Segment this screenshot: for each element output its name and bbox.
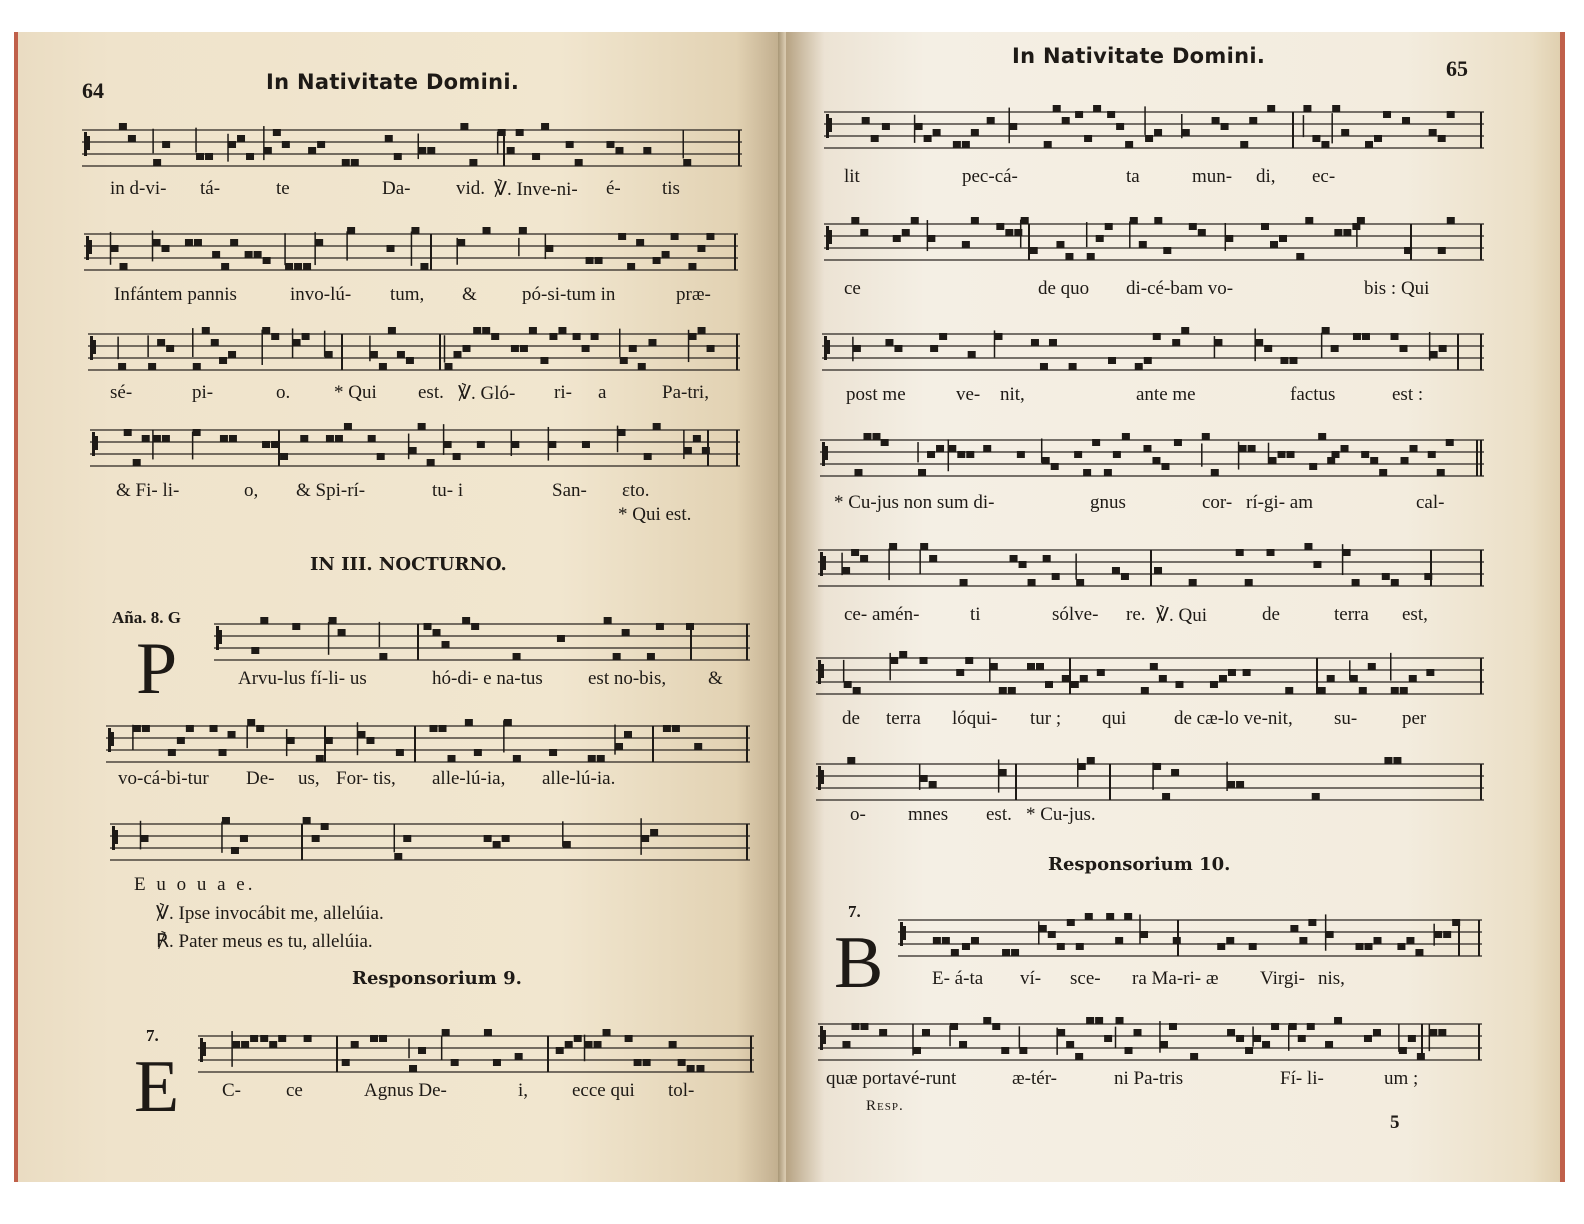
- lyric-syllable: cal-: [1416, 492, 1445, 513]
- lyric-syllable: de quo: [1038, 278, 1090, 299]
- lyric-syllable: sé-: [110, 382, 133, 403]
- lyric-syllable: ra Ma-ri- æ: [1132, 968, 1219, 989]
- lyric-syllable: pec-cá-: [962, 166, 1018, 187]
- lyric-syllable: ante me: [1136, 384, 1196, 405]
- lyric-syllable: ce: [844, 278, 861, 299]
- lyric-syllable: San-: [552, 480, 587, 501]
- lyric-syllable: est,: [1402, 604, 1428, 625]
- lyric-syllable: invo-lú-: [290, 284, 352, 305]
- lyric-syllable: ecce qui: [572, 1080, 635, 1101]
- lyric-syllable: lit: [844, 166, 860, 187]
- lyric-syllable: ti: [970, 604, 981, 625]
- lyric-syllable: est.: [986, 804, 1012, 825]
- lyric-syllable: o.: [276, 382, 291, 403]
- music-staff: [824, 198, 1484, 288]
- lyric-syllable: di-cé-bam vo-: [1126, 278, 1234, 299]
- mode-indicator: 7.: [146, 1026, 159, 1045]
- lyric-syllable: terra: [1334, 604, 1369, 625]
- initial-letter: B: [834, 922, 884, 1004]
- lyric-syllable: di,: [1256, 166, 1276, 187]
- lyric-syllable: æ-tér-: [1012, 1068, 1057, 1089]
- lyric-syllable: * Cu-jus.: [1026, 804, 1096, 825]
- lyric-syllable: For- tis,: [336, 768, 396, 789]
- open-book: [14, 32, 1560, 1182]
- music-staff: [898, 894, 1482, 974]
- lyric-syllable: factus: [1290, 384, 1336, 405]
- lyric-syllable: qui: [1102, 708, 1127, 729]
- lyric-syllable: &: [708, 668, 723, 689]
- lyric-syllable: mnes: [908, 804, 949, 825]
- section-heading: Responsorium 9.: [352, 968, 522, 989]
- lyric-syllable: sólve-: [1052, 604, 1099, 625]
- lyric-syllable: C-: [222, 1080, 241, 1101]
- lyric-syllable: ℣. Qui: [1156, 605, 1207, 626]
- lyric-syllable: & Fi- li-: [116, 480, 180, 501]
- lyric-syllable: rí-gi- am: [1246, 492, 1314, 513]
- page-number: 64: [82, 78, 104, 103]
- music-staff: [824, 86, 1484, 176]
- running-title: In Nativitate Domini.: [266, 70, 520, 94]
- lyric-syllable: Fí- li-: [1280, 1068, 1324, 1089]
- lyric-syllable: bis : Qui: [1364, 278, 1430, 299]
- lyric-syllable: est no-bis,: [588, 668, 667, 689]
- music-staff: [82, 104, 742, 194]
- lyric-syllable: us,: [298, 768, 320, 789]
- lyric-syllable: ta: [1126, 166, 1140, 187]
- lyric-syllable: ℣. Gló-: [458, 383, 516, 404]
- lyric-syllable: * Cu-jus non sum di-: [834, 492, 995, 513]
- lyric-syllable: in d-vi-: [110, 178, 167, 199]
- music-staff: [214, 598, 750, 678]
- lyric-syllable: Pa-tri,: [662, 382, 709, 403]
- lyric-syllable: nis,: [1318, 968, 1345, 989]
- lyric-syllable: per: [1402, 708, 1427, 729]
- lyric-syllable: um ;: [1384, 1068, 1419, 1089]
- lyric-syllable: tá-: [200, 178, 221, 199]
- music-staff: [818, 524, 1484, 614]
- lyric-syllable: sce-: [1070, 968, 1101, 989]
- lyric-syllable: præ-: [676, 284, 711, 305]
- lyric-syllable: quæ portavé-runt: [826, 1068, 957, 1089]
- lyric-syllable: mun-: [1192, 166, 1233, 187]
- lyric-syllable: nit,: [1000, 384, 1025, 405]
- lyric-syllable: ce- amén-: [844, 604, 920, 625]
- page-number: 65: [1446, 56, 1468, 81]
- music-staff: [198, 1010, 754, 1090]
- lyric-syllable: ec-: [1312, 166, 1336, 187]
- signature-mark: 5: [1390, 1112, 1400, 1133]
- footer-resp: Resp.: [866, 1098, 904, 1114]
- lyric-syllable: lóqui-: [952, 708, 998, 729]
- lyric-syllable: ℣. Inve-ni-: [494, 179, 578, 200]
- lyric-syllable: post me: [846, 384, 906, 405]
- left-page: [14, 32, 790, 1182]
- music-staff: [820, 414, 1484, 504]
- lyric-syllable: alle-lú-ia.: [542, 768, 616, 789]
- repeat-cue: * Qui est.: [618, 504, 692, 525]
- lyric-syllable: Infántem pannis: [114, 284, 237, 305]
- lyric-syllable: & Spi-rí-: [296, 480, 366, 501]
- lyric-syllable: cor-: [1202, 492, 1233, 513]
- lyric-syllable: ri-: [554, 382, 572, 403]
- lyric-syllable: tis: [662, 178, 680, 199]
- response: ℟. Pater meus es tu, allelúia.: [156, 931, 373, 952]
- lyric-syllable: ɛto.: [622, 480, 650, 501]
- music-staff: [110, 798, 750, 868]
- lyric-syllable: de cæ-lo ve-nit,: [1174, 708, 1293, 729]
- lyric-syllable: i,: [518, 1080, 529, 1101]
- lyric-syllable: gnus: [1090, 492, 1126, 513]
- lyric-syllable: o,: [244, 480, 259, 501]
- lyric-syllable: Virgi-: [1260, 968, 1305, 989]
- lyric-syllable: é-: [606, 178, 621, 199]
- lyric-syllable: de: [842, 708, 860, 729]
- lyric-syllable: Arvu-lus fí-li- us: [238, 668, 367, 689]
- lyric-syllable: ni Pa-tris: [1114, 1068, 1184, 1089]
- lyric-syllable: vo-cá-bi-tur: [118, 768, 209, 789]
- mode-indicator: Aña. 8. G: [112, 608, 181, 627]
- lyric-syllable: est.: [418, 382, 444, 403]
- initial-letter: E: [134, 1046, 180, 1128]
- lyric-syllable: tur ;: [1030, 708, 1062, 729]
- lyric-syllable: E- á-ta: [932, 968, 984, 989]
- lyric-syllable: De-: [246, 768, 275, 789]
- lyric-syllable: alle-lú-ia,: [432, 768, 506, 789]
- lyric-syllable: ve-: [956, 384, 981, 405]
- lyric-syllable: &: [462, 284, 477, 305]
- lyric-syllable: Da-: [382, 178, 411, 199]
- mode-indicator: 7.: [848, 902, 861, 921]
- lyric-syllable: pó-si-tum in: [522, 284, 616, 305]
- lyric-syllable: tol-: [668, 1080, 695, 1101]
- lyric-syllable: o-: [850, 804, 866, 825]
- lyric-syllable: ce: [286, 1080, 303, 1101]
- lyric-syllable: Agnus De-: [364, 1080, 447, 1101]
- section-heading: Responsorium 10.: [1048, 854, 1231, 875]
- running-title: In Nativitate Domini.: [1012, 44, 1266, 68]
- lyric-syllable: est :: [1392, 384, 1424, 405]
- lyric-syllable: a: [598, 382, 607, 403]
- right-page: [786, 32, 1565, 1182]
- lyric-syllable: re.: [1126, 604, 1146, 625]
- music-staff: [88, 308, 740, 398]
- lyric-syllable: tum,: [390, 284, 425, 305]
- lyric-syllable: de: [1262, 604, 1280, 625]
- euouae: E u o u a e.: [134, 874, 256, 895]
- versicle: ℣. Ipse invocábit me, allelúia.: [156, 903, 384, 924]
- section-heading: IN III. NOCTURNO.: [310, 554, 507, 575]
- lyric-syllable: ví-: [1020, 968, 1042, 989]
- lyric-syllable: pi-: [192, 382, 214, 403]
- lyric-syllable: te: [276, 178, 290, 199]
- lyric-syllable: su-: [1334, 708, 1358, 729]
- lyric-syllable: terra: [886, 708, 921, 729]
- initial-letter: P: [136, 628, 178, 710]
- lyric-syllable: vid.: [456, 178, 486, 199]
- lyric-syllable: hó-di- e na-tus: [432, 668, 543, 689]
- lyric-syllable: tu- i: [432, 480, 464, 501]
- lyric-syllable: * Qui: [334, 382, 377, 403]
